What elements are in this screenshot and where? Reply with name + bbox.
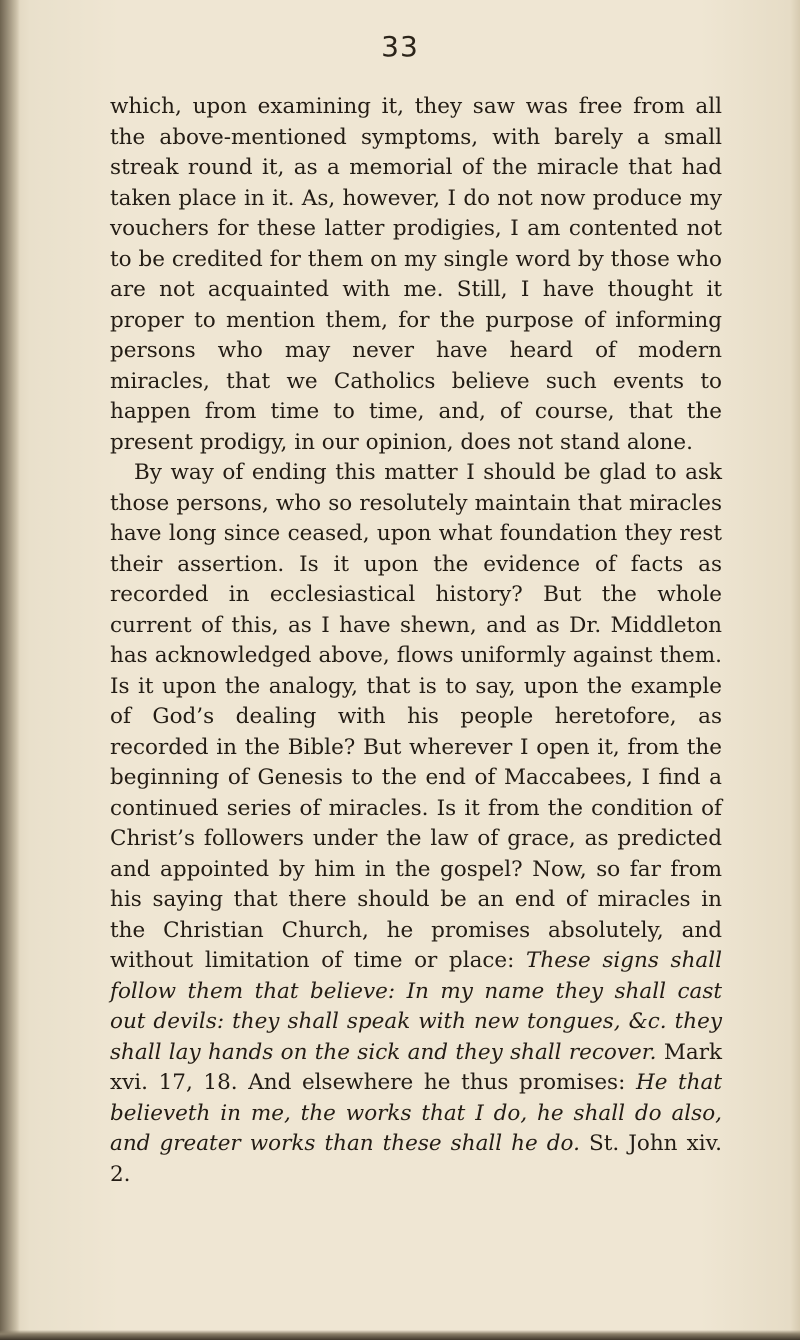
page-number: 33 (381, 30, 419, 63)
page-bottom-edge (0, 1330, 800, 1340)
scripture-quote-john: He that believeth in me, the works that I do, he shall do also, and greater works than these shall he do. (110, 1070, 722, 1156)
paragraph-1-text: which, upon examining it, they saw was free from all the above-mentioned symptoms, with barely a small streak round it, as a memorial of the miracle that had taken place in it. As, however, I do not now produce my vouchers for these latter prodigies, I am contented not to be credited for them on my single word by those who are not acquainted with me. Still, I have thought it proper to mention them, for the purpose of informing persons who may never have heard of modern miracles, that we Catholics believe such events to happen from time to time, and, of course, that the present prodigy, in our opinion, does not stand alone. (110, 94, 722, 455)
paragraph-2-text: By way of ending this matter I should be glad to ask those persons, who so resolutely maintain that miracles have long since ceased, upon what foundation they rest their assertion. Is it upon the evidence of facts as recorded in ecclesiastical history? But the whole current of this, as I have shewn, and as Dr. Middleton has acknowledged above, flows uniformly against them. Is it upon the analogy, that is to say, upon the example of God’s dealing with his people heretofore, as recorded in the Bible? But wherever I open it, from the beginning of Genesis to the end of Maccabees, I find a continued series of miracles. Is it from the condition of Christ’s followers under the law of grace, as predicted and appointed by him in the gospel? Now, so far from his saying that there should be an end of miracles in the Christian Church, he promises absolutely, and without limitation of time or place: (110, 460, 722, 973)
body-text (110, 92, 722, 1190)
citation-mark: Mark xvi. 17, 18. And elsewhere he thus promises: (110, 1039, 722, 1095)
citation-john: St. John xiv. 2. (110, 1131, 722, 1187)
scripture-quote-mark: These signs shall follow them that believe: In my name they shall cast out devils: they shall speak with new tongues, &c. they shall lay hands on the sick and they shall recover. (110, 948, 723, 1065)
paragraph-2 (110, 458, 722, 1190)
paragraph-1 (110, 92, 722, 458)
page-binding-shadow (0, 0, 20, 1340)
